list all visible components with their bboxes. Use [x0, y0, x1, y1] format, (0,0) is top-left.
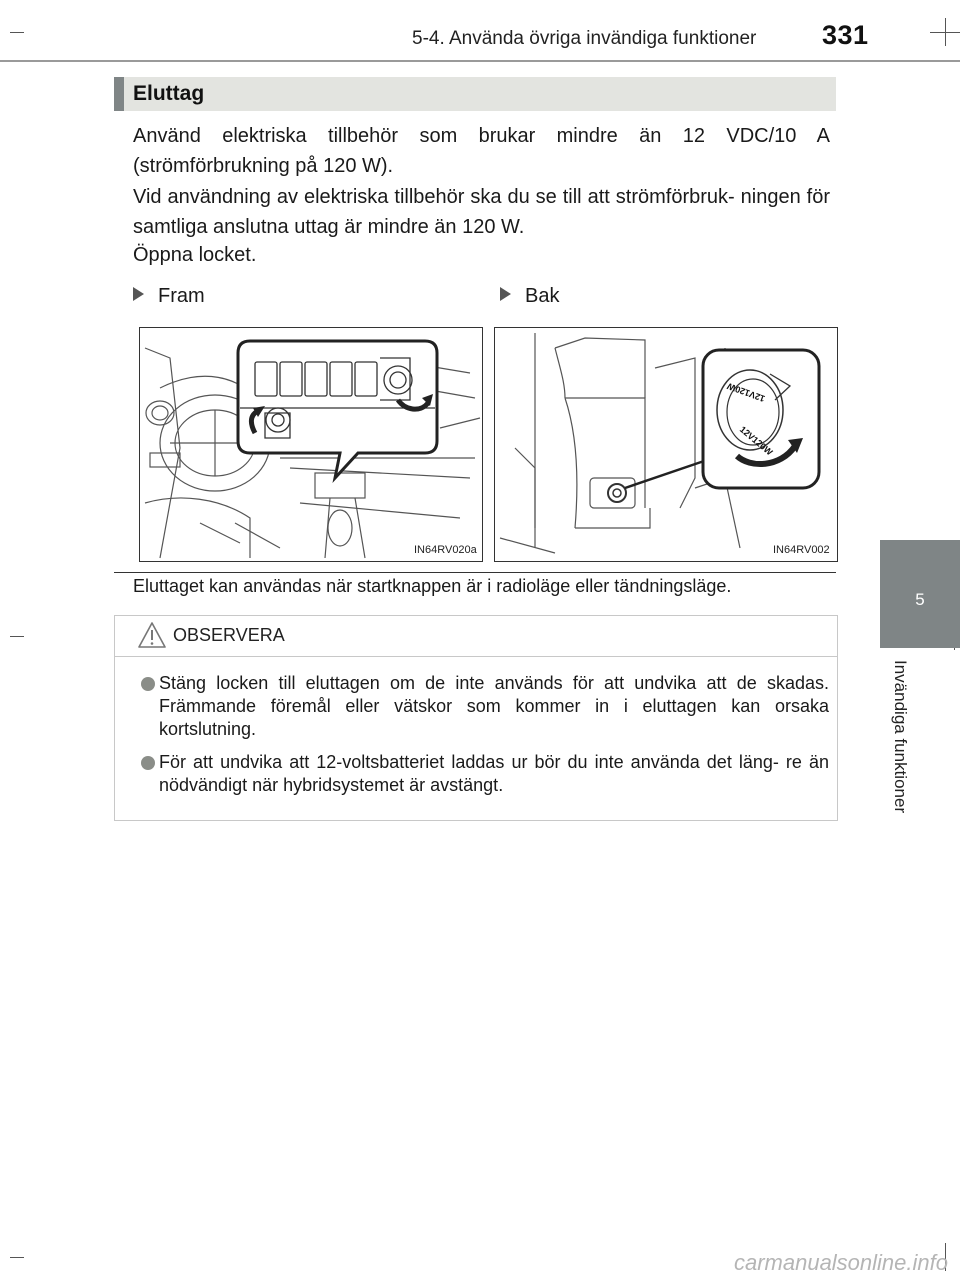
caution-item: Stäng locken till eluttagen om de inte används för att undvika att de skadas. Främmande föremål eller vätskor som kommer in i eluttagen kan orsaka kortslutning.: [159, 673, 829, 739]
crop-mark: [10, 32, 24, 33]
bullet-icon: [141, 756, 155, 770]
caution-item: För att undvika att 12-voltsbatteriet laddas ur bör du inte använda det läng- re än nödvändigt när hybridsystemet är avstängt.: [159, 752, 829, 795]
figure-bottom-rule: [114, 572, 836, 573]
warning-triangle-icon: [137, 621, 167, 649]
figure-label-front: Fram: [133, 285, 205, 308]
paragraph-open-lid: Öppna locket.: [133, 244, 257, 266]
triangle-bullet-icon: [133, 287, 144, 301]
paragraph-total-consumption: Vid användning av elektriska tillbehör ska du se till att strömförbruk- ningen för samtliga anslutna uttag är mindre än 120 W.: [133, 186, 830, 238]
triangle-bullet-icon: [500, 287, 511, 301]
header-rule: [0, 60, 960, 62]
section-title-accent: [114, 77, 124, 111]
dashboard-illustration: [140, 328, 482, 561]
figure-rear-socket: [494, 327, 838, 562]
caution-title: OBSERVERA: [173, 625, 285, 645]
caution-box: [114, 615, 838, 821]
page-number: 331: [822, 20, 869, 50]
socket-marking-top: 12V120W: [725, 380, 767, 404]
running-header: 5-4. Använda övriga invändiga funktioner: [412, 28, 757, 49]
section-title: Eluttag: [133, 82, 205, 105]
usage-note: Eluttaget kan användas när startknappen är i radioläge eller tändningsläge.: [133, 576, 732, 596]
footer-watermark: carmanualsonline.info: [733, 1250, 948, 1275]
rear-console-illustration: [495, 328, 837, 561]
figure-front-socket: [139, 327, 483, 562]
section-title-bar: [114, 77, 836, 111]
figure-code-front: IN64RV020a: [414, 544, 477, 556]
crop-mark: [945, 18, 946, 46]
chapter-title: Invändiga funktioner: [891, 660, 910, 814]
crop-mark: [10, 636, 24, 637]
figure-label-rear: Bak: [500, 285, 559, 308]
figure-code-rear: IN64RV002: [773, 544, 830, 556]
crop-mark: [10, 1257, 24, 1258]
socket-marking-bottom: 12V120W: [737, 424, 775, 458]
bullet-icon: [141, 677, 155, 691]
rear-callout: [703, 350, 819, 488]
chapter-number: 5: [915, 590, 925, 609]
paragraph-power-limit: Använd elektriska tillbehör som brukar mindre än 12 VDC/10 A (strömförbrukning på 120 W).: [133, 125, 830, 177]
caution-header: [115, 616, 837, 657]
